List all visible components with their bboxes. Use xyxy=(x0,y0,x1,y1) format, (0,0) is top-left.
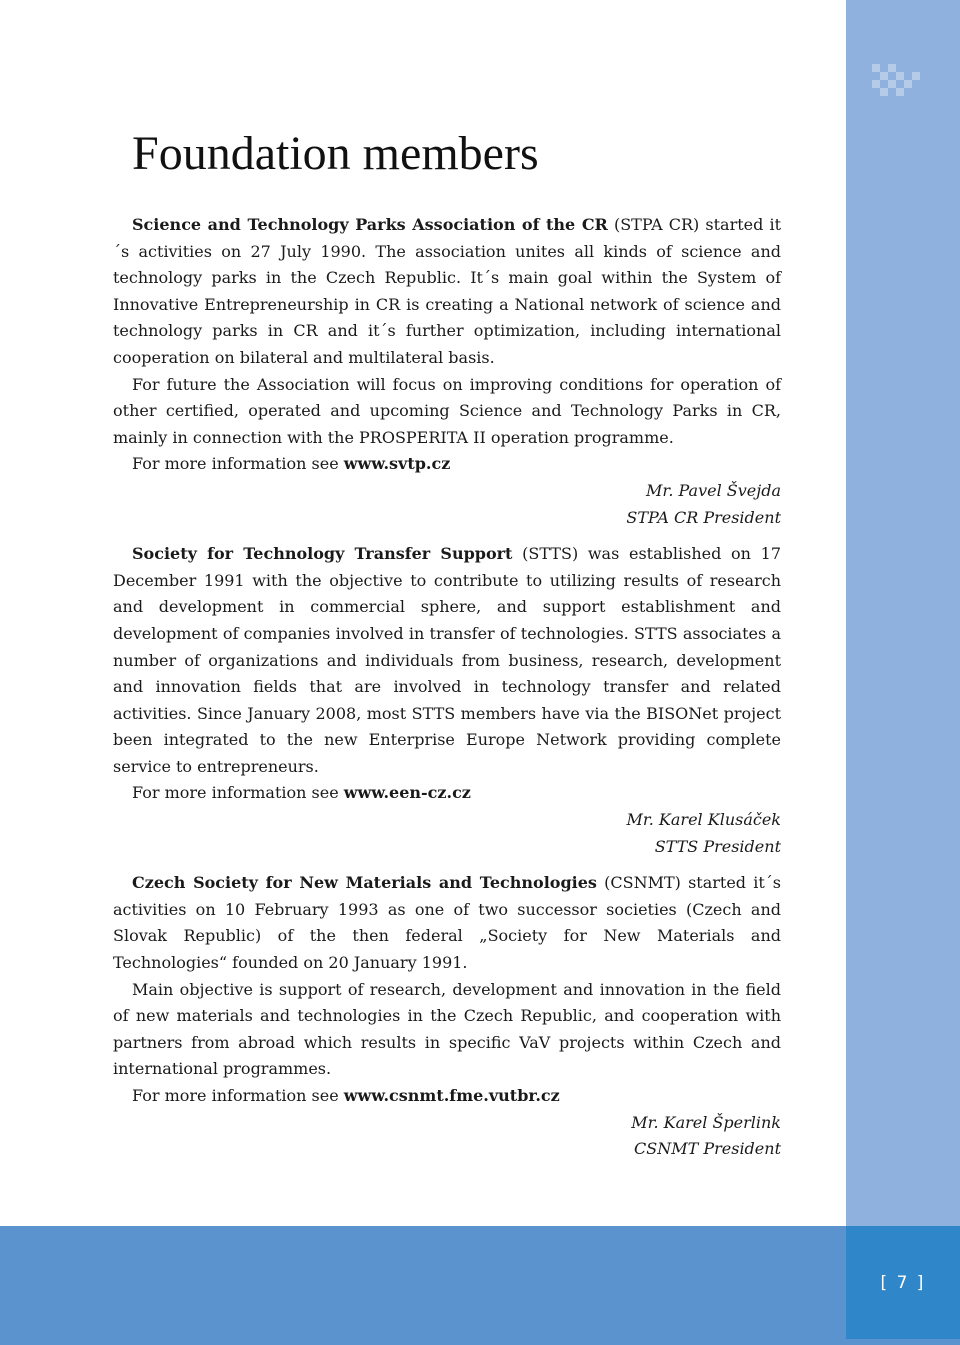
stpa-link[interactable]: www.svtp.cz xyxy=(343,454,451,474)
stts-link[interactable]: www.een-cz.cz xyxy=(343,783,471,803)
stts-signature-name: Mr. Karel Klusáček xyxy=(626,810,781,830)
csnmt-signature xyxy=(113,1110,781,1163)
stts-signature xyxy=(113,807,781,860)
stpa-text: (STPA CR) started it´s activities on 27 July 1990. The association unites all kinds of science and technology parks in the Czech Republic. It´s main goal within the System of Innovative Entrepreneurship in CR is creating a National network of science and technology parks in CR and it´s further optimization, including international cooperation on bilateral and multilateral basis. xyxy=(113,215,782,367)
stpa-paragraph-2: For future the Association will focus on improving conditions for operation of other certified, operated and upcoming Science and Technology Parks in CR, mainly in connection with the PROSPERITA II operation programme. xyxy=(113,374,781,447)
stpa-signature xyxy=(113,478,781,531)
csnmt-text: (CSNMT) started it´s activities on 10 February 1993 as one of two successor societies (Czech and Slovak Republic) of the then federal „Society for New Materials and Technologies“ founded on 20 January 1991. xyxy=(113,873,782,973)
csnmt-signature-name: Mr. Karel Šperlink xyxy=(631,1112,781,1132)
stpa-info xyxy=(113,451,781,478)
csnmt-signature-title: CSNMT President xyxy=(634,1139,781,1159)
csnmt-link[interactable]: www.csnmt.fme.vutbr.cz xyxy=(343,1086,560,1105)
right-decor-strip xyxy=(846,0,960,1226)
csnmt-paragraph-1 xyxy=(113,870,781,976)
page-number: [ 7 ] xyxy=(846,1226,960,1339)
stpa-signature-name: Mr. Pavel Švejda xyxy=(646,480,781,500)
stts-signature-title: STTS President xyxy=(654,836,781,856)
stpa-name: Science and Technology Parks Association of the CR xyxy=(132,215,608,234)
article xyxy=(113,122,781,1173)
stts-name: Society for Technology Transfer Support xyxy=(132,544,513,564)
stpa-paragraph-1 xyxy=(113,212,781,372)
stts-paragraph-1 xyxy=(113,541,781,780)
stts-text: (STTS) was established on 17 December 1991 with the objective to contribute to utilizing results of research and development in commercial sphere, and support establishment and development of companies involved in transfer of technologies. STTS associates a number of organizations and individuals from business, research, development and innovation fields that are involved in technology transfer and related activities. Since January 2008, most STTS members have via the BISONet project been integrated to the new Enterprise Europe Network providing complete service to entrepreneurs. xyxy=(113,544,781,776)
page-title: Foundation members xyxy=(132,127,539,180)
stts-info xyxy=(113,780,781,807)
csnmt-info xyxy=(113,1083,781,1110)
csnmt-paragraph-2: Main objective is support of research, development and innovation in the field of new materials and technologies in the Czech Republic, and cooperation with partners from abroad which results in specific VaV projects within Czech and international programmes. xyxy=(113,979,781,1079)
csnmt-info-prefix: For more information see xyxy=(132,1086,344,1105)
footer-band xyxy=(0,1226,960,1345)
checker-logo-icon xyxy=(872,64,920,96)
csnmt-name: Czech Society for New Materials and Technologies xyxy=(132,873,597,893)
stpa-info-prefix: For more information see xyxy=(132,454,344,474)
stts-info-prefix: For more information see xyxy=(132,783,344,803)
stpa-signature-title: STPA CR President xyxy=(626,507,781,527)
